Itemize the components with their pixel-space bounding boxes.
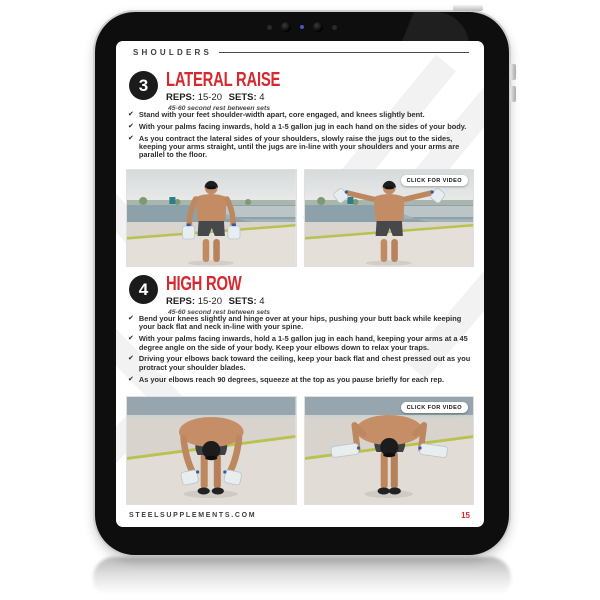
page-title: SHOULDERS — [133, 48, 213, 57]
photo-high-row-start — [127, 397, 296, 504]
click-for-video-badge[interactable]: CLICK FOR VIDEO — [401, 175, 468, 186]
instruction-item — [128, 355, 471, 372]
instruction-text: As your elbows reach 90 degrees, squeeze at the top as you pause briefly for each rep. — [138, 374, 445, 384]
exercise-number-badge — [129, 71, 158, 100]
instruction-item — [128, 335, 471, 352]
volume-up-button — [510, 64, 516, 80]
exercise-meta — [166, 296, 270, 307]
check-icon: ✔ — [128, 355, 134, 363]
instruction-text: Driving your elbows back toward the ceiling, keep your back flat and chest pressed out as you protract your shoulder blades. — [138, 354, 471, 372]
photo-illustration — [127, 397, 296, 504]
reps-label: REPS: — [166, 296, 196, 307]
photo-lateral-raise-top — [305, 170, 474, 266]
exercise-title: HIGH ROW — [166, 273, 242, 295]
photo-illustration — [127, 170, 296, 266]
instruction-item — [128, 315, 471, 332]
exercise-info — [166, 71, 320, 112]
photo-high-row-top — [305, 397, 474, 504]
exercise-4-photos — [127, 397, 473, 504]
exercise-number: 4 — [138, 279, 149, 299]
sensor-led-icon — [300, 25, 304, 29]
power-button — [453, 5, 483, 11]
front-camera-icon — [313, 22, 323, 32]
instruction-text: With your palms facing inwards, hold a 1-5 gallon jug in each hand, keeping your arms at a 45 degree angle on the side of your body. Keep your elbows down to relax your traps. — [138, 334, 468, 352]
photo-lateral-raise-start — [127, 170, 296, 266]
exercise-number-badge — [129, 275, 158, 304]
header-rule — [219, 52, 469, 53]
check-icon: ✔ — [128, 111, 134, 118]
instruction-item — [128, 135, 471, 160]
check-icon: ✔ — [128, 315, 134, 322]
instruction-text: Bend your knees slightly and hinge over at your hips, pushing your butt back while keeping your back flat and neck in-line with your spine. — [138, 314, 462, 332]
photo-illustration — [305, 397, 474, 504]
reps-label: REPS: — [166, 92, 196, 103]
instruction-item — [128, 123, 471, 131]
exercise-info — [166, 275, 270, 316]
exercise-4-instructions — [128, 315, 471, 387]
rest-note: 45-60 second rest between sets — [168, 308, 270, 316]
reps-value: 15-20 — [197, 296, 222, 307]
screen — [116, 41, 484, 527]
check-icon: ✔ — [128, 335, 134, 343]
click-for-video-badge[interactable]: CLICK FOR VIDEO — [401, 402, 468, 413]
check-icon: ✔ — [128, 375, 134, 383]
exercise-meta — [166, 92, 320, 103]
check-icon: ✔ — [128, 134, 134, 142]
tablet-reflection — [93, 557, 511, 599]
exercise-3-header — [129, 71, 320, 112]
instruction-text: As you contract the lateral sides of your shoulders, slowly raise the jugs out to the sides, keeping your arms straight, until the jugs are in-line with your shoulders and your arms are parallel to the floor. — [138, 133, 460, 160]
sets-value: 4 — [259, 92, 265, 103]
instruction-text: Stand with your feet shoulder-width apart, core engaged, and knees slightly bent. — [138, 110, 425, 119]
exercise-3-instructions — [128, 111, 471, 163]
sensor-dot-icon — [267, 25, 272, 30]
exercise-title: LATERAL RAISE — [166, 69, 281, 91]
instruction-item — [128, 111, 471, 119]
sensor-dot-icon — [332, 25, 337, 30]
exercise-number: 3 — [138, 75, 149, 95]
sets-label: SETS: — [228, 296, 257, 307]
instruction-item — [128, 376, 471, 384]
check-icon: ✔ — [128, 122, 134, 130]
exercise-4-header — [129, 275, 270, 316]
sets-label: SETS: — [228, 92, 257, 103]
tablet-frame — [93, 10, 511, 557]
sets-value: 4 — [259, 296, 265, 307]
page-footer — [129, 511, 470, 520]
volume-down-button — [510, 86, 516, 102]
reps-value: 15-20 — [197, 92, 222, 103]
page-header — [133, 48, 469, 57]
exercise-3-photos — [127, 170, 473, 266]
front-camera-icon — [281, 22, 291, 32]
footer-website: STEELSUPPLEMENTS.COM — [129, 512, 257, 519]
rest-note: 45-60 second rest between sets — [168, 104, 270, 112]
page-number: 15 — [461, 511, 470, 520]
workout-page — [116, 41, 484, 527]
camera-array — [267, 22, 337, 32]
instruction-text: With your palms facing inwards, hold a 1-5 gallon jug in each hand on the sides of your body. — [138, 121, 467, 131]
